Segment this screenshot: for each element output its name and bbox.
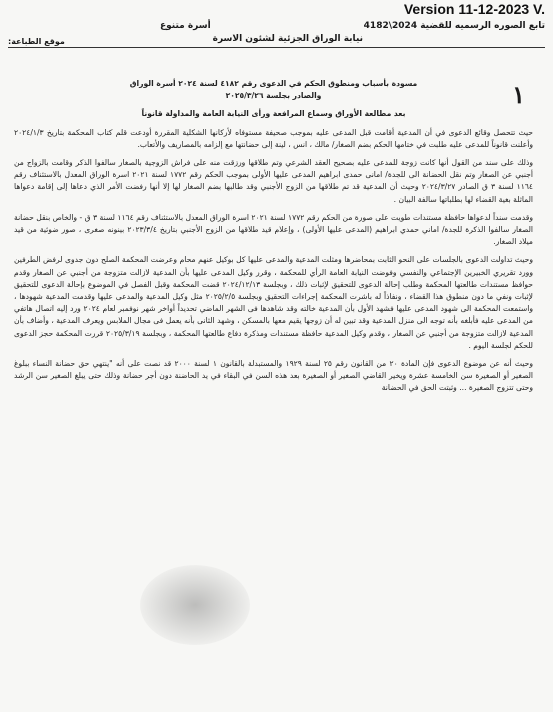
document-body: [14, 78, 533, 395]
paragraph-proceedings: وحيث تداولت الدعوى بالجلسات على النحو الثابت بمحاضرها ومثلت المدعية والمدعى عليها كل بوكيل عنهم محام وعرضت المحكمة الصلح دون جدوى لرفض الطرفين وورد تقريري الخبيرين الإجتماعي والنفسي وفوضت النيابة العامة الرأي للمحكمة ، وقرر وكيل المدعى عليها بأن المدعية لازالت متزوجة من أجنبي عن الصغار وقدم حوافظ مستندات طالعتها المحكمة وطلب إحالة الدعوى للتحقيق لإثبات ذلك ، وبجلسة ٢٠٢٤/١٢/١٣ قضت المحكمة وقبل الفصل في الموضوع بإحالة الدعوى للتحقيق لإثبات ونفي ما دون منطوق هذا القضاء ، ونفاذاً له باشرت المحكمة إجراءات التحقيق وبجلسة ٢٠٢٥/٢/٥ مثل وكيل المدعية والمدعى عليها وقدمت المدعية شهودها ، واستمعت المحكمة الى شهود المدعى عليها فشهد الأول بأن المدعية خالته وقد شاهدها فى الشهر الماضي تحديداً أواخر شهر نوفمبر لعام ٢٠٢٤ ورد إليه اتصال هاتفي من المدعى عليه فأبلغه بأنه توجه الى منزل المدعية وقد تبين له أن زوجها يقيم معها بالمسكن ، وشهد الثانى بأنه يعمل فى مجال الملابس ويعرف المدعية ، وأضاف بأن المدعية لازالت متزوجة من أجنبي عن الصغار ، وقدم وكيل المدعية حافظة مستندات ومذكرة دفاع طالعتها المحكمة ، وبجلسة ٢٠٢٥/٣/١٩ قررت المحكمة حجز الدعوى للحكم لجلسة اليوم .: [14, 255, 534, 350]
case-type-tag: أسرة متنوع: [160, 21, 211, 31]
prosecution-name: نيابة الوراق الجزئية لشئون الاسرة: [212, 34, 363, 44]
paragraph-evidence: وقدمت سنداً لدعواها حافظة مستندات طويت على صورة من الحكم رقم ١٧٧٢ لسنة ٢٠٢١ اسرة الوراق المعدل بالاستئناف رقم ١١٦٤ لسنة ٣ ق - والخاص بنقل حضانة الصغار سالفوا الذكرة للجدة/ اماني حمدي ابراهيم (المدعى عليها الأولى) ، وإعلام قيد طلاقها من الزوج الأجنبي بتاريخ ٢٠٢٣/٣/٤ بينونه صغرى ، صور ضوئية من قيد ميلاد الصغار.: [14, 212, 534, 247]
paragraph-facts: حيث تتحصل وقائع الدعوى في أن المدعية أقامت قبل المدعى عليه بموجب صحيفة مستوفاه لأركانها الشكلية المقررة أودعت قلم كتاب المحكمة بتاريخ ٢٠٢٤/١/٣ وأعلنت قانوناً للمدعى عليه طلبت في ختامها الحكم بضم الصغار/ مالك ، انس ، لينة إلى حضانتها مع إلزامه بالمصاريف والأتعاب.: [14, 127, 533, 149]
paragraph-basis: وذلك على سند من القول أنها كانت زوجة للمدعى عليه بصحيح العقد الشرعي وتم طلاقها ورزقت منه على فراش الزوجية بالصغار سالفوا الذكر وقامت بالزواج من أجنبي عن الصغار وتم نقل الحضانة الى للجدة/ امانى حمدى ابراهيم المدعى عليها الأولى بموجب الحكم رقم ١٧٧٢ لسنة ٢٠٢١ اسرة الوراق المعدل بالاستئناف رقم ١١٦٤ لسنة ٣ ق الصادر ٢٠٢٤/٣/٢٧ وحيث أن المدعية قد تم طلاقها من الزوج الأجنبي وقد طالبها بضم الصغار لها إلا أنها رفضت الأمر الذي دعاها إلى إقامة دعواها الماثلة بغية القضاء لها بطلباتها سالفة البيان .: [14, 158, 533, 204]
stamp-mark: [140, 565, 250, 645]
print-signature-label: موقع الطباعة:: [8, 37, 65, 46]
case-number-header: تابع الصوره الرسميه للقضية 2024\4182: [363, 21, 545, 31]
version-label: Version 11-12-2023 V.: [403, 1, 545, 17]
draft-title: مسودة بأسباب ومنطوق الحكم في الدعوى رقم ٤١٨٢ لسنة ٢٠٢٤ أسرة الوراق: [129, 79, 418, 88]
deliberation-line: بعد مطالعة الأوراق وسماع المرافعة ورأى النيابة العامة والمداولة قانوناً: [141, 109, 406, 119]
paragraph-merits: وحيث أنه عن موضوع الدعوى فإن المادة ٢٠ من القانون رقم ٢٥ لسنة ١٩٢٩ والمستبدلة بالقانون ١ لسنة ٢٠٠٠ قد نصت على أنه "ينتهي حق حضانة النساء ببلوغ الصغير أو الصغيرة سن الخامسة عشرة ويخير القاضي الصغير أو الصغيرة بعد هذه السن في البقاء في يد الحاضنة دون أجر حضانة وذلك حتى يبلغ الصغير سن الرشد وحتى تتزوج الصغيرة ... وثبتت الحق في الحضانة: [14, 359, 534, 393]
header-divider: [8, 47, 545, 48]
page-mark: ١: [512, 80, 525, 109]
session-date: والصادر بجلسة ٢٠٢٥/٣/٢٦: [225, 91, 322, 101]
